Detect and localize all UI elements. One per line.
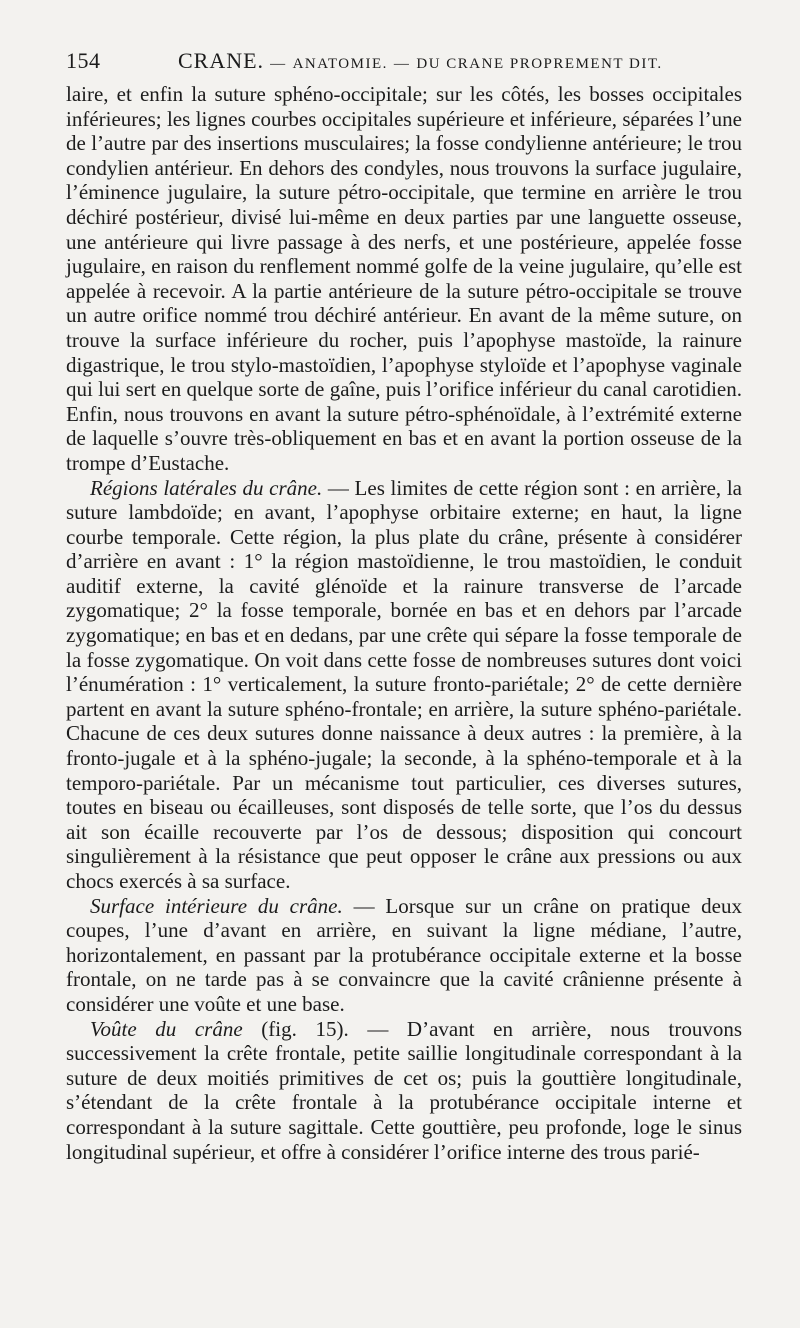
header-dash: — — [270, 56, 287, 72]
running-header — [66, 44, 738, 78]
paragraph-heading: Surface intérieure du crâne. — [90, 893, 343, 918]
running-title — [178, 48, 663, 74]
section-title: CRANE. — [178, 48, 265, 73]
paragraph-voute — [66, 1017, 742, 1165]
paragraph-text: (fig. 15). — D’avant en arrière, nous trouvons successivement la crête frontale, petite saillie longitudinale correspondant à la suture de deux moitiés primitives de cet os; puis la gouttière longitudinale, s’étendant de la crête frontale à la protubérance occipitale interne et correspondant à la suture sagittale. Cette gouttière, peu profonde, loge le sinus longitudinal supérieur, et offre à considérer l’orifice interne des trous parié- — [66, 1016, 742, 1164]
header-subtitle-anatomie: ANATOMIE. — [292, 56, 388, 72]
paragraph-heading: Voûte du crâne — [90, 1016, 243, 1041]
paragraph-base-continued — [66, 82, 742, 476]
paragraph-heading: Régions latérales du crâne. — [90, 475, 323, 500]
header-dash: — — [393, 56, 411, 72]
paragraph-text: — Les limites de cette région sont : en arrière, la suture lambdoïde; en avant, l’apophyse orbitaire externe; en haut, la ligne courbe temporale. Cette région, la plus plate du crâne, présente à considérer d’arrière en avant : 1° la région mastoïdienne, le trou mastoïdien, le conduit auditif externe, la cavité glénoïde et la rainure transverse de l’arcade zygomatique; 2° la fosse temporale, bornée en bas et en dehors par l’arcade zygomatique; en bas et en dedans, par une crête qui sépare la fosse temporale de la fosse zygomatique. On voit dans cette fosse de nombreuses sutures dont voici l’énumération : 1° verticalement, la suture fronto-pariétale; 2° de cette dernière partent en avant la suture sphéno-frontale; en arrière, la suture sphéno-pariétale. Chacune de ces deux sutures donne naissance à deux autres : la première, à la fronto-jugale et à la sphéno-jugale; la seconde, à la sphéno-temporale et à la temporo-pariétale. Par un mécanisme tout particulier, ces diverses sutures, toutes en biseau ou écailleuses, sont disposés de telle sorte, que l’os du dessus ait son écaille recouverte par l’os de dessous; disposition qui concourt singulièrement à la résistance que peut opposer le crâne aux pressions ou aux chocs exercés à sa surface. — [66, 475, 742, 893]
paragraph-text: — Lorsque sur un crâne on pratique deux coupes, l’une d’avant en arrière, en suivant la ligne médiane, l’autre, horizontalement, en passant par la protubérance occipitale externe et la bosse frontale, on ne tarde pas à se convaincre que la cavité crânienne présente à considérer une voûte et une base. — [66, 893, 742, 1016]
body-text — [66, 82, 742, 1164]
header-subtitle-crane: DU CRANE PROPREMENT DIT. — [416, 56, 663, 72]
paragraph-surface-interieure — [66, 894, 742, 1017]
paragraph-text: laire, et enfin la suture sphéno-occipitale; sur les côtés, les bosses occipitales inférieures; les lignes courbes occipitales supérieure et inférieure, séparées l’une de l’autre par des insertions musculaires; la fosse condylienne antérieure; le trou condylien antérieur. En dehors des condyles, nous trouvons la surface jugulaire, l’éminence jugulaire, la suture pétro-occipitale, que termine en arrière le trou déchiré postérieur, divisé lui-même en deux parties par une languette osseuse, une antérieure qui livre passage à des nerfs, et une postérieure, appelée fosse jugulaire, en raison du renflement nommé golfe de la veine jugulaire, qu’elle est appelée à recevoir. A la partie antérieure de la suture pétro-occipitale se trouve un autre orifice nommé trou déchiré antérieur. En avant de la même suture, on trouve la surface inférieure du rocher, puis l’apophyse mastoïde, la rainure digastrique, le trou stylo-mastoïdien, l’apophyse styloïde et l’apophyse vaginale qui lui sert en quelque sorte de gaîne, puis l’orifice inférieur du canal carotidien. Enfin, nous trouvons en avant la suture pétro-sphénoïdale, à l’extrémité externe de laquelle s’ouvre très-obliquement en bas et en avant la portion osseuse de la trompe d’Eustache. — [66, 82, 742, 475]
paragraph-regions-laterales — [66, 476, 742, 894]
page-number: 154 — [66, 48, 101, 73]
